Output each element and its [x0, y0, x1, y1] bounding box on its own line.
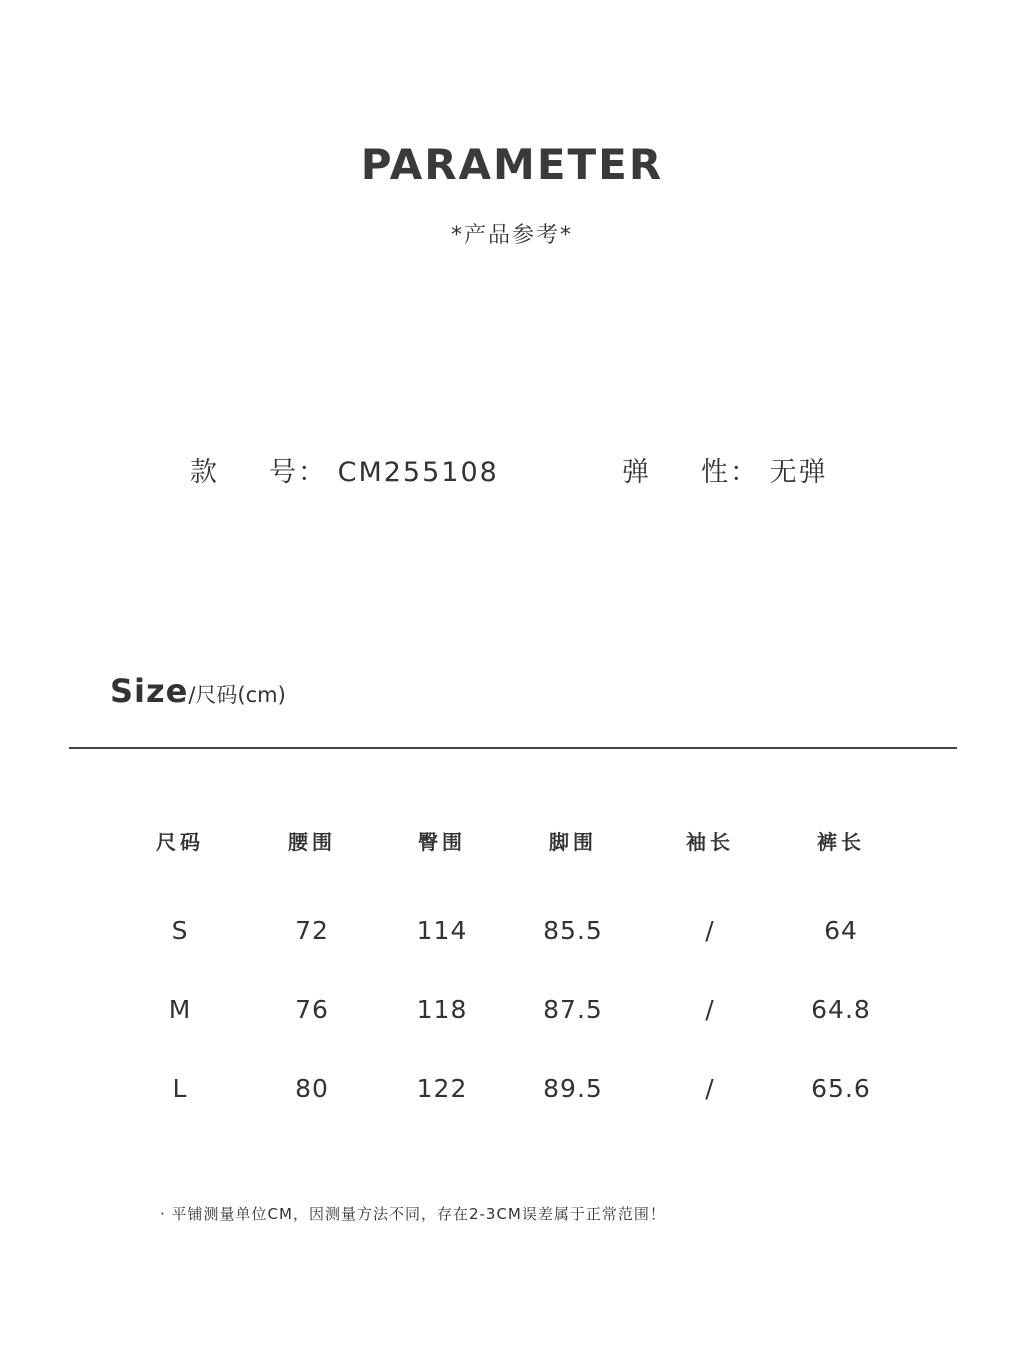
- table-cell: 64.8: [811, 995, 871, 1024]
- page-title: PARAMETER: [360, 140, 664, 189]
- size-heading-unit: /尺码(cm): [188, 683, 286, 707]
- table-cell: 87.5: [543, 995, 603, 1024]
- elasticity-value: 无弹: [769, 457, 828, 488]
- table-cell: /: [705, 916, 715, 945]
- style-number-label-2: 号：: [269, 457, 327, 488]
- table-cell: 76: [295, 995, 329, 1024]
- elasticity-label-1: 弹: [622, 457, 651, 488]
- table-cell: 72: [295, 916, 329, 945]
- table-header-cell: 尺码: [156, 830, 204, 854]
- table-cell: M: [168, 995, 192, 1024]
- style-number-label-1: 款: [190, 457, 219, 488]
- table-cell: 65.6: [811, 1074, 871, 1103]
- table-header-cell: 脚围: [549, 830, 597, 854]
- measurement-note: · 平铺测量单位CM，因测量方法不同，存在2-3CM误差属于正常范围！: [160, 1205, 666, 1223]
- section-divider: [69, 747, 957, 749]
- elasticity-label-2: 性：: [701, 457, 759, 488]
- table-cell: 122: [416, 1074, 468, 1103]
- table-header-cell: 裤长: [817, 830, 865, 854]
- elasticity-param: [622, 450, 828, 489]
- table-header-cell: 袖长: [686, 830, 734, 854]
- table-cell: 64: [824, 916, 858, 945]
- table-cell: L: [172, 1074, 188, 1103]
- table-cell: 114: [416, 916, 468, 945]
- table-cell: 118: [416, 995, 468, 1024]
- size-heading: [110, 672, 286, 710]
- table-cell: /: [705, 995, 715, 1024]
- table-header-cell: 臀围: [418, 830, 466, 854]
- table-cell: S: [171, 916, 189, 945]
- table-header-cell: 腰围: [288, 830, 336, 854]
- table-cell: /: [705, 1074, 715, 1103]
- table-cell: 80: [295, 1074, 329, 1103]
- table-cell: 85.5: [543, 916, 603, 945]
- style-number-value: CM255108: [337, 457, 499, 488]
- style-number-param: [190, 450, 499, 489]
- page-subtitle: *产品参考*: [450, 223, 573, 248]
- table-cell: 89.5: [543, 1074, 603, 1103]
- size-heading-title: Size: [110, 672, 189, 710]
